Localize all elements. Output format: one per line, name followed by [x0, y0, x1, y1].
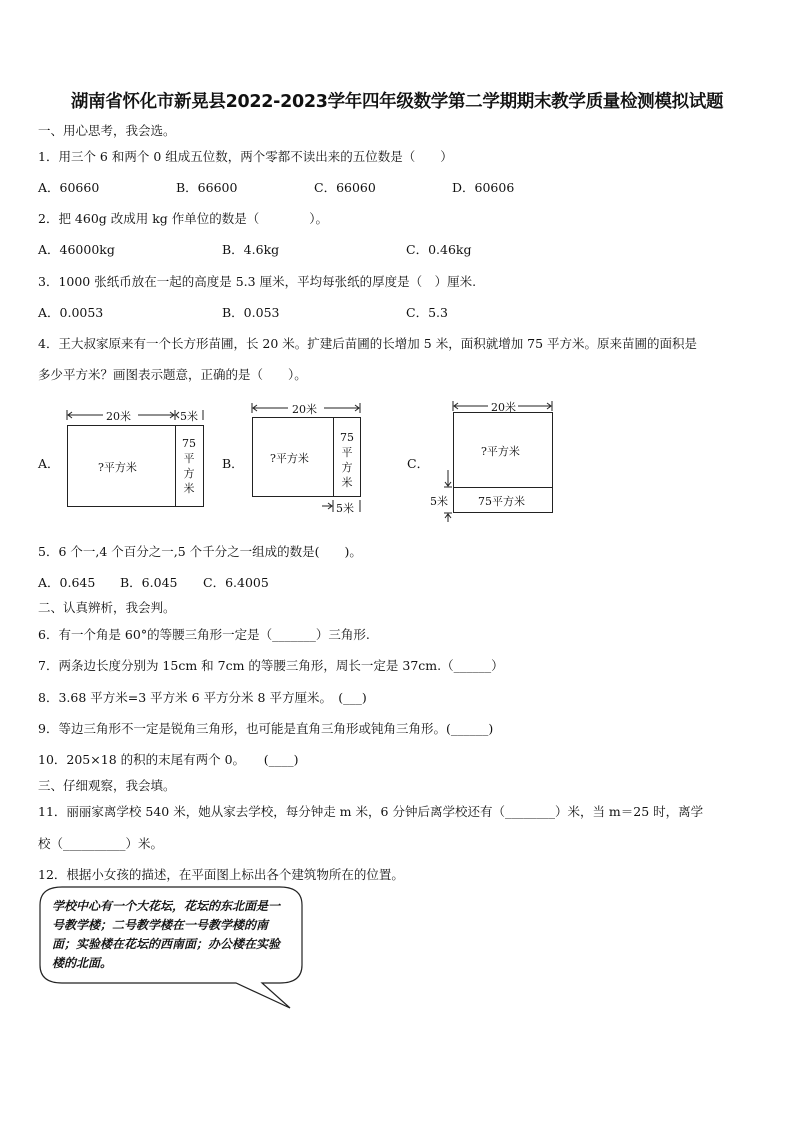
q5-option-b[interactable]: B．6.045: [120, 575, 178, 590]
speech-bubble-text: 学校中心有一个大花坛，花坛的东北面是一号教学楼；二号教学楼在一号教学楼的南面；实验楼在花坛的西南面；办公楼在实验楼的北面。: [52, 899, 281, 970]
question-9: 9．等边三角形不一定是锐角三角形，也可能是直角三角形或钝角三角形。(______): [38, 721, 494, 736]
section-1-heading: 一、用心思考，我会选。: [38, 123, 176, 138]
question-5: 5．6 个一,4 个百分之一,5 个千分之一组成的数是( )。: [38, 544, 362, 559]
q2-option-b[interactable]: B．4.6kg: [222, 242, 280, 257]
section-3-heading: 三、仔细观察，我会填。: [38, 778, 176, 793]
q1-option-d[interactable]: D．60606: [452, 180, 515, 195]
question-3: 3．1000 张纸币放在一起的高度是 5.3 厘米，平均每张纸的厚度是（ ）厘米.: [38, 274, 477, 289]
q4-figure-a-label: A．: [38, 456, 60, 471]
q4-figure-b-added-area: 75 平 方 米: [340, 431, 354, 489]
q1-option-a[interactable]: A．60660: [38, 180, 100, 195]
q4-figure-c-label: C．: [407, 456, 430, 471]
q3-option-a[interactable]: A．0.0053: [38, 305, 104, 320]
question-6: 6．有一个角是 60°的等腰三角形一定是（_______）三角形.: [38, 627, 370, 642]
question-10: 10．205×18 的积的末尾有两个 0。 (____): [38, 752, 299, 767]
section-2-heading: 二、认真辨析，我会判。: [38, 600, 176, 615]
speech-bubble: [0, 0, 1, 1]
q4-figure-a-side-length: 5米: [180, 410, 198, 423]
q4-figure-c-unknown-area: ?平方米: [481, 445, 520, 458]
question-8: 8．3.68 平方米=3 平方米 6 平方分米 8 平方厘米。 (___): [38, 690, 367, 705]
question-2: 2．把 460g 改成用 kg 作单位的数是（ ）。: [38, 211, 329, 226]
question-11-line-2: 校（__________）米。: [38, 836, 164, 851]
question-4-line-2: 多少平方米？画图表示题意，正确的是（ ）。: [38, 367, 307, 382]
question-11-line-1: 11．丽丽家离学校 540 米，她从家去学校，每分钟走 m 米，6 分钟后离学校还有（________）米，当 m＝25 时，离学: [38, 804, 704, 819]
q4-figure-c-added-area: 75平方米: [478, 495, 525, 508]
question-1: 1．用三个 6 和两个 0 组成五位数，两个零都不读出来的五位数是（ ）: [38, 149, 453, 164]
q1-option-b[interactable]: B．66600: [176, 180, 238, 195]
q4-figure-a-top-length: 20米: [106, 410, 131, 423]
q2-option-a[interactable]: A．46000kg: [38, 242, 115, 257]
question-4-line-1: 4．王大叔家原来有一个长方形苗圃，长 20 米。扩建后苗圃的长增加 5 米，面积就增加 75 平方米。原来苗圃的面积是: [38, 336, 698, 351]
q4-figure-c-top-length: 20米: [491, 401, 516, 414]
page-title: 湖南省怀化市新晃县2022-2023学年四年级数学第二学期期末教学质量检测模拟试题: [70, 92, 724, 112]
q2-option-c[interactable]: C．0.46kg: [406, 242, 472, 257]
q3-option-b[interactable]: B．0.053: [222, 305, 280, 320]
q4-figure-a-added-area: 75 平 方 米: [182, 437, 196, 495]
q4-figure-c-side-length: 5米: [430, 495, 448, 508]
q3-option-c[interactable]: C．5.3: [406, 305, 448, 320]
q4-figure-b-side-length: 5米: [336, 502, 354, 515]
q4-figure-b-top-length: 20米: [292, 403, 317, 416]
question-12: 12．根据小女孩的描述，在平面图上标出各个建筑物所在的位置。: [38, 867, 404, 882]
q1-option-c[interactable]: C．66060: [314, 180, 376, 195]
question-7: 7．两条边长度分别为 15cm 和 7cm 的等腰三角形，周长一定是 37cm.（______）: [38, 658, 504, 673]
q4-figure-b-label: B．: [222, 456, 244, 471]
q5-option-a[interactable]: A．0.645: [38, 575, 96, 590]
q4-figure-b-unknown-area: ?平方米: [270, 452, 309, 465]
q4-figure-a-unknown-area: ?平方米: [98, 461, 137, 474]
q5-option-c[interactable]: C．6.4005: [203, 575, 269, 590]
